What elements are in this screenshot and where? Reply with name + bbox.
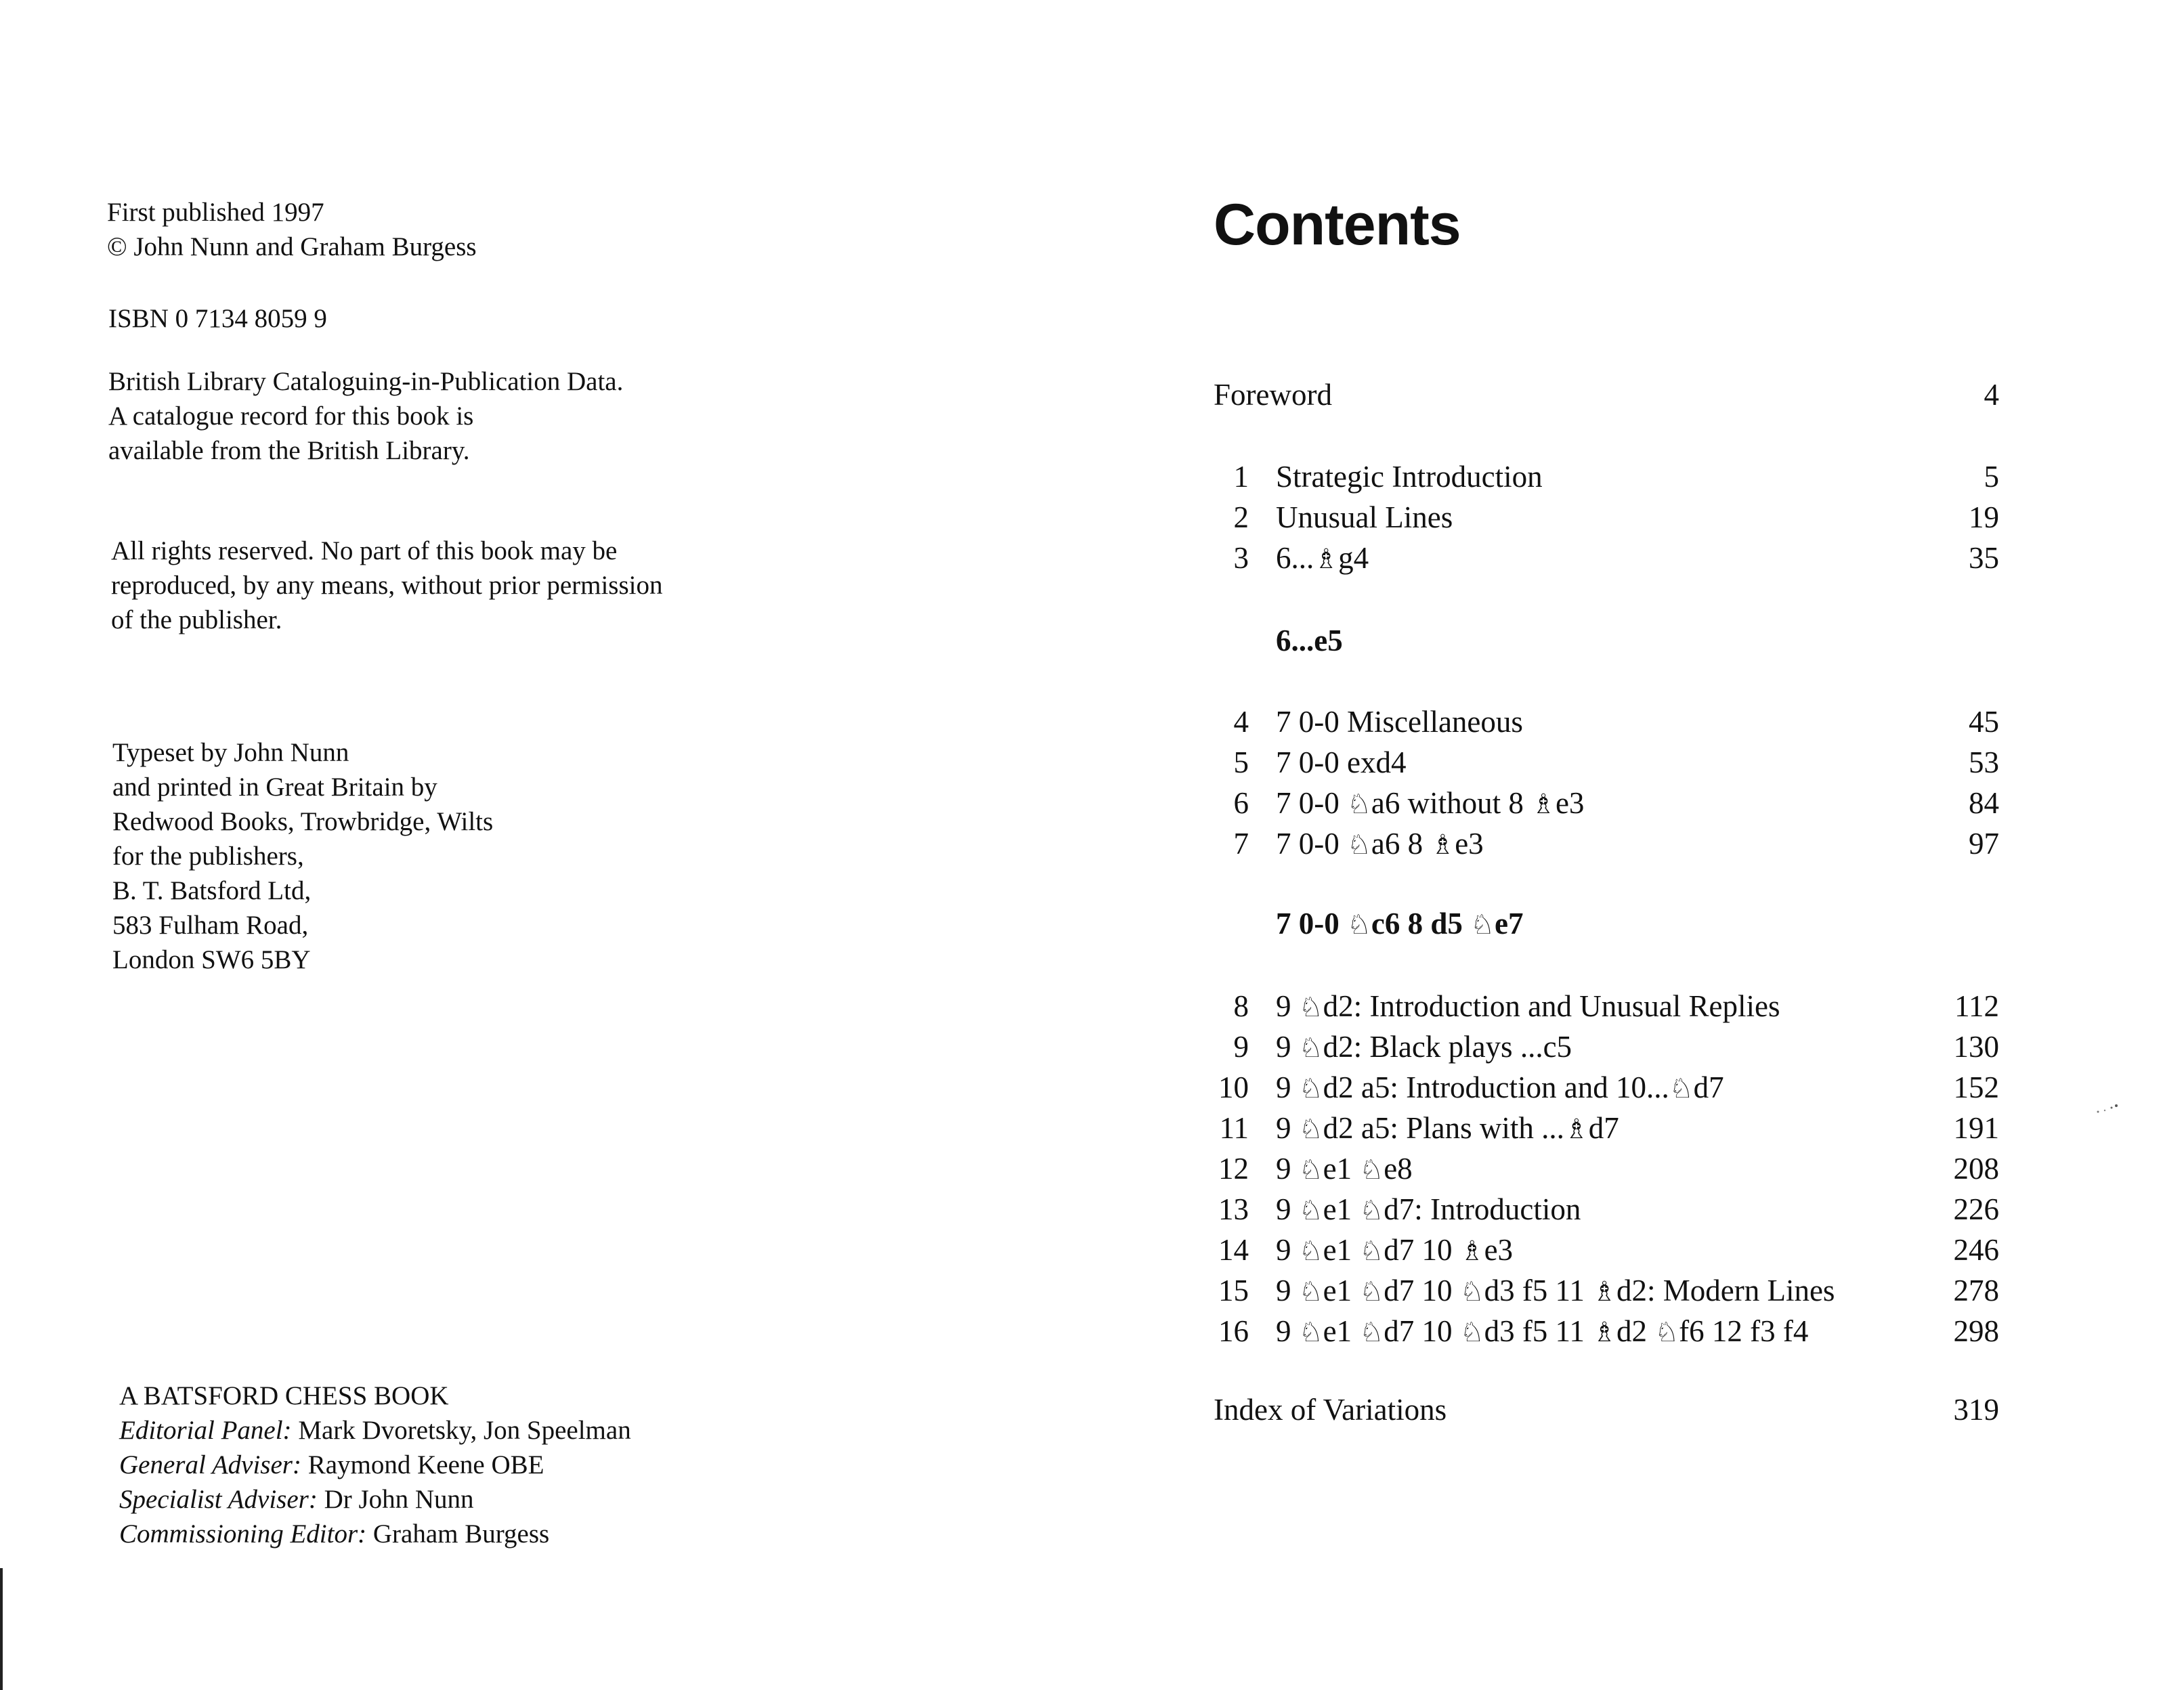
toc-page: 19 (1969, 500, 1999, 534)
chapter-number: 4 (1233, 705, 1249, 739)
cip-line: available from the British Library. (108, 436, 470, 465)
toc-chapter-10[interactable] (1214, 1067, 1999, 1108)
toc-title (1276, 986, 1780, 1028)
credit-role: Editorial Panel: (119, 1416, 292, 1445)
chapter-number: 15 (1218, 1274, 1249, 1307)
chapter-number: 13 (1218, 1192, 1249, 1226)
series-name: A BATSFORD CHESS BOOK (119, 1381, 449, 1410)
title-part: e1 (1323, 1233, 1360, 1267)
toc-chapter-3[interactable] (1214, 538, 1999, 578)
rights-line: reproduced, by any means, without prior permission (111, 571, 663, 600)
toc-title: Index of Variations (1214, 1393, 1447, 1427)
toc-chapter-7[interactable] (1214, 823, 1999, 864)
typeset-line: London SW6 5BY (112, 945, 311, 974)
toc-page: 246 (1953, 1233, 1999, 1267)
toc-title: 7 0-0 Miscellaneous (1276, 705, 1523, 739)
title-part: 7 0-0 (1276, 786, 1347, 820)
credit-line (119, 1413, 631, 1448)
bishop-icon: ♗ (1459, 1236, 1484, 1267)
toc-page: 4 (1984, 378, 1999, 412)
toc-title (1276, 1067, 1724, 1109)
title-part: a6 8 (1371, 827, 1431, 861)
title-part: d2 a5: Introduction and 10... (1323, 1070, 1669, 1104)
toc-chapter-12[interactable] (1214, 1148, 1999, 1189)
title-part: 7 0-0 (1276, 827, 1347, 861)
knight-icon: ♘ (1459, 1317, 1484, 1348)
toc-page: 112 (1954, 989, 1999, 1023)
batsford-credits (119, 1379, 631, 1551)
bishop-icon: ♗ (1531, 789, 1556, 820)
knight-icon: ♘ (1298, 1317, 1323, 1348)
knight-icon: ♘ (1359, 1317, 1384, 1348)
toc-title (1276, 783, 1584, 825)
bishop-icon: ♗ (1314, 544, 1339, 575)
title-part: f6 12 f3 f4 (1679, 1314, 1809, 1348)
chapter-number: 9 (1233, 1030, 1249, 1064)
rights-block (111, 534, 663, 637)
title-part: g4 (1338, 541, 1369, 575)
toc-index[interactable] (1214, 1389, 1999, 1430)
toc-chapter-13[interactable] (1214, 1189, 1999, 1230)
toc-title: Unusual Lines (1276, 500, 1453, 534)
chapter-number: 16 (1218, 1314, 1249, 1348)
toc-page: 53 (1969, 745, 1999, 779)
section-heading-700-nc6 (1276, 903, 1523, 944)
credit-role: General Adviser: (119, 1450, 301, 1479)
section-heading-6e5: 6...e5 (1276, 624, 1343, 657)
toc-title (1276, 823, 1484, 865)
toc-title (1276, 1230, 1513, 1272)
toc-chapter-4[interactable] (1214, 701, 1999, 742)
credit-role: Specialist Adviser: (119, 1485, 318, 1514)
knight-icon: ♘ (1298, 1236, 1323, 1267)
knight-icon: ♘ (1669, 1073, 1694, 1104)
knight-icon: ♘ (1359, 1154, 1384, 1186)
title-part: d7 10 (1384, 1274, 1460, 1307)
knight-icon: ♘ (1459, 1276, 1484, 1307)
title-part: d2: Black plays ...c5 (1323, 1030, 1572, 1064)
toc-page: 319 (1953, 1393, 1999, 1427)
cip-line: A catalogue record for this book is (108, 402, 474, 431)
typeset-block (112, 735, 493, 977)
chapter-number: 14 (1218, 1233, 1249, 1267)
typeset-line: for the publishers, (112, 842, 304, 871)
toc-title (1276, 1189, 1581, 1231)
toc-page: 97 (1969, 827, 1999, 861)
title-part: 9 (1276, 1152, 1299, 1186)
knight-icon: ♘ (1298, 1195, 1323, 1226)
first-published: First published 1997 (107, 198, 324, 227)
title-part: d7: Introduction (1384, 1192, 1581, 1226)
title-part: d2 a5: Plans with ... (1323, 1111, 1564, 1145)
title-part: e1 (1323, 1314, 1360, 1348)
cip-block (108, 364, 623, 468)
credit-name: Dr John Nunn (324, 1485, 474, 1514)
toc-title (1276, 1311, 1808, 1353)
title-part: 9 (1276, 1111, 1299, 1145)
toc-chapter-15[interactable] (1214, 1270, 1999, 1311)
title-part: d7 (1588, 1111, 1619, 1145)
title-part: d3 f5 11 (1484, 1314, 1593, 1348)
typeset-line: and printed in Great Britain by (112, 773, 437, 802)
title-part: 9 (1276, 1274, 1299, 1307)
title-part: 9 (1276, 989, 1299, 1023)
chapter-number: 1 (1233, 460, 1249, 494)
chapter-number: 6 (1233, 786, 1249, 820)
chapter-number: 11 (1219, 1111, 1249, 1145)
title-part: e1 (1323, 1152, 1360, 1186)
chapter-number: 2 (1233, 500, 1249, 534)
contents-title: Contents (1214, 192, 1461, 257)
knight-icon: ♘ (1347, 909, 1371, 940)
toc-page: 130 (1953, 1030, 1999, 1064)
knight-icon: ♘ (1654, 1317, 1679, 1348)
knight-icon: ♘ (1298, 992, 1323, 1023)
heading-part: e7 (1494, 907, 1524, 940)
toc-page: 152 (1953, 1070, 1999, 1104)
typeset-line: Typeset by John Nunn (112, 738, 349, 767)
toc-chapter-16[interactable] (1214, 1311, 1999, 1351)
heading-part: 7 0-0 (1276, 907, 1347, 940)
bishop-icon: ♗ (1592, 1276, 1616, 1307)
credit-line (119, 1448, 631, 1482)
toc-chapter-14[interactable] (1214, 1230, 1999, 1270)
credit-line (119, 1482, 631, 1517)
credit-name: Graham Burgess (372, 1519, 550, 1548)
toc-chapter-5[interactable] (1214, 742, 1999, 783)
title-part: d3 f5 11 (1484, 1274, 1593, 1307)
toc-title: Strategic Introduction (1276, 460, 1543, 494)
toc-page: 298 (1953, 1314, 1999, 1348)
toc-title (1276, 1270, 1835, 1312)
knight-icon: ♘ (1298, 1033, 1323, 1064)
knight-icon: ♘ (1298, 1073, 1323, 1104)
title-part: d2 (1616, 1314, 1655, 1348)
bishop-icon: ♗ (1592, 1317, 1616, 1348)
bishop-icon: ♗ (1430, 829, 1455, 861)
chapter-number: 5 (1233, 745, 1249, 779)
toc-title (1276, 1148, 1413, 1190)
knight-icon: ♘ (1298, 1114, 1323, 1145)
credit-role: Commissioning Editor: (119, 1519, 367, 1548)
title-part: e3 (1484, 1233, 1514, 1267)
toc-title (1276, 1026, 1572, 1068)
title-part: a6 without 8 (1371, 786, 1532, 820)
heading-part: c6 8 d5 (1371, 907, 1471, 940)
toc-chapter-8[interactable] (1214, 986, 1999, 1026)
title-part: d2: Modern Lines (1616, 1274, 1835, 1307)
knight-icon: ♘ (1347, 829, 1371, 861)
scan-edge-mark (0, 1568, 3, 1690)
toc-page: 35 (1969, 541, 1999, 575)
title-part: d7 10 (1384, 1233, 1460, 1267)
knight-icon: ♘ (1359, 1236, 1384, 1267)
title-part: e3 (1555, 786, 1585, 820)
typeset-line: 583 Fulham Road, (112, 911, 309, 940)
chapter-number: 12 (1218, 1152, 1249, 1186)
typeset-line: Redwood Books, Trowbridge, Wilts (112, 807, 494, 836)
knight-icon: ♘ (1347, 789, 1371, 820)
chapter-number: 3 (1233, 541, 1249, 575)
toc-page: 84 (1969, 786, 1999, 820)
toc-title: 7 0-0 exd4 (1276, 745, 1407, 779)
toc-chapter-1[interactable] (1214, 456, 1999, 497)
toc-page: 226 (1953, 1192, 1999, 1226)
chapter-number: 8 (1233, 989, 1249, 1023)
title-part: 9 (1276, 1070, 1299, 1104)
credit-name: Mark Dvoretsky, Jon Speelman (298, 1416, 631, 1445)
title-part: e8 (1384, 1152, 1413, 1186)
knight-icon: ♘ (1298, 1276, 1323, 1307)
toc-page: 45 (1969, 705, 1999, 739)
toc-title: Foreword (1214, 378, 1332, 412)
isbn: ISBN 0 7134 8059 9 (108, 304, 327, 333)
publication-block (107, 195, 477, 264)
toc-chapter-2[interactable] (1214, 497, 1999, 538)
title-part: 9 (1276, 1314, 1299, 1348)
title-part: 9 (1276, 1233, 1299, 1267)
toc-page: 208 (1953, 1152, 1999, 1186)
bishop-icon: ♗ (1564, 1114, 1589, 1145)
title-part: 9 (1276, 1192, 1299, 1226)
toc-page: 278 (1953, 1274, 1999, 1307)
title-part: d7 10 (1384, 1314, 1460, 1348)
toc-title (1276, 1108, 1619, 1150)
credit-name: Raymond Keene OBE (307, 1450, 544, 1479)
title-part: d7 (1693, 1070, 1724, 1104)
knight-icon: ♘ (1359, 1276, 1384, 1307)
copyright-line: © John Nunn and Graham Burgess (107, 232, 477, 261)
scan-speck (2094, 1102, 2121, 1116)
typeset-line: B. T. Batsford Ltd, (112, 876, 312, 905)
rights-line: All rights reserved. No part of this book may be (111, 536, 618, 565)
title-part: d2: Introduction and Unusual Replies (1323, 989, 1780, 1023)
title-part: 6... (1276, 541, 1314, 575)
toc-page: 191 (1953, 1111, 1999, 1145)
chapter-number: 10 (1218, 1070, 1249, 1104)
cip-line: British Library Cataloguing-in-Publication Data. (108, 367, 624, 396)
toc-chapter-9[interactable] (1214, 1026, 1999, 1067)
toc-title (1276, 538, 1369, 580)
knight-icon: ♘ (1470, 909, 1495, 940)
knight-icon: ♘ (1298, 1154, 1323, 1186)
toc-foreword[interactable] (1214, 374, 1999, 415)
toc-chapter-11[interactable] (1214, 1108, 1999, 1148)
title-part: e1 (1323, 1274, 1360, 1307)
toc-page: 5 (1984, 460, 1999, 494)
rights-line: of the publisher. (111, 605, 282, 634)
knight-icon: ♘ (1359, 1195, 1384, 1226)
title-part: e3 (1455, 827, 1484, 861)
chapter-number: 7 (1233, 827, 1249, 861)
isbn-block (108, 301, 327, 336)
title-part: 9 (1276, 1030, 1299, 1064)
credit-line (119, 1517, 631, 1551)
title-part: e1 (1323, 1192, 1360, 1226)
toc-chapter-6[interactable] (1214, 783, 1999, 823)
